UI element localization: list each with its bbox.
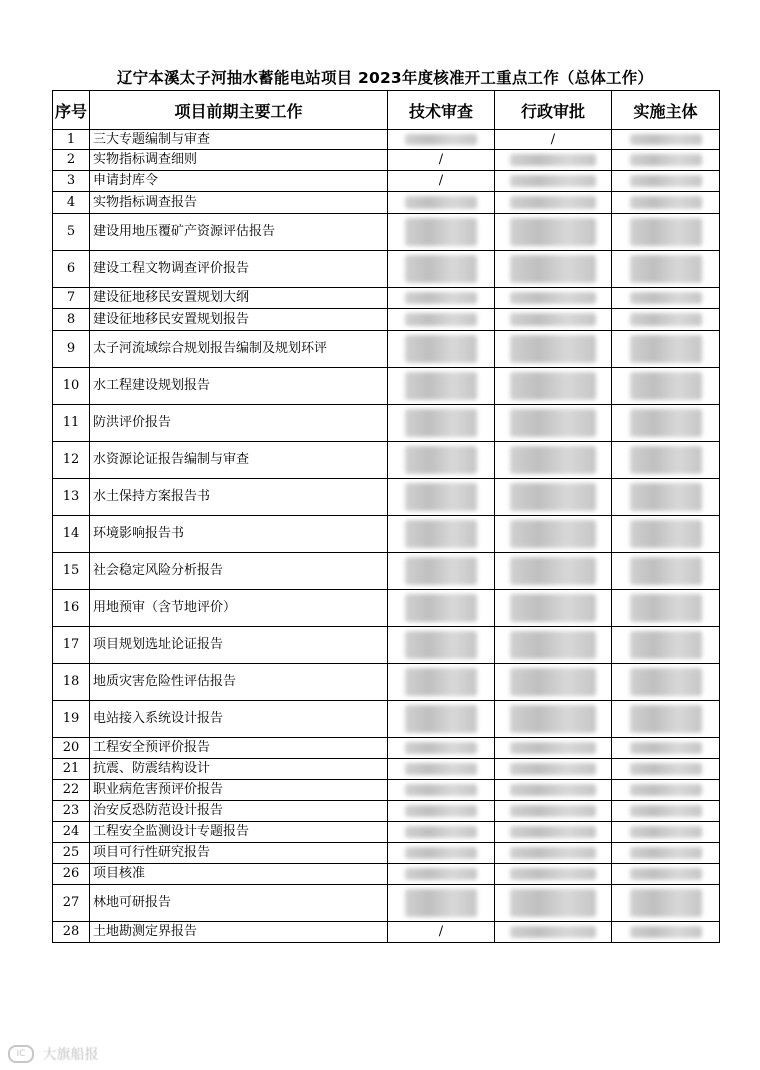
- row-number: 5: [53, 214, 90, 251]
- row-tech-review: [388, 864, 495, 885]
- row-tech-review: [388, 701, 495, 738]
- redacted-content: [405, 134, 477, 145]
- redacted-content: [630, 154, 702, 166]
- redacted-content: [510, 868, 596, 880]
- row-item: 防洪评价报告: [90, 405, 388, 442]
- redacted-content: [630, 292, 702, 304]
- row-tech-review: [388, 885, 495, 922]
- row-tech-review: [388, 843, 495, 864]
- row-implementer: [612, 801, 720, 822]
- row-implementer: [612, 516, 720, 553]
- row-admin-approval: [495, 150, 612, 171]
- row-admin-approval: [495, 553, 612, 590]
- redacted-content: [630, 889, 702, 917]
- row-admin-approval: [495, 309, 612, 331]
- redacted-content: [510, 742, 596, 754]
- row-number: 4: [53, 192, 90, 214]
- redacted-content: [510, 594, 596, 622]
- redacted-content: [630, 335, 702, 363]
- redacted-content: [630, 557, 702, 585]
- row-number: 11: [53, 405, 90, 442]
- row-tech-review: [388, 516, 495, 553]
- row-admin-approval: [495, 922, 612, 943]
- row-implementer: [612, 130, 720, 150]
- row-item: 建设工程文物调查评价报告: [90, 251, 388, 288]
- row-number: 27: [53, 885, 90, 922]
- row-number: 28: [53, 922, 90, 943]
- table-row: [53, 192, 720, 214]
- redacted-content: [405, 218, 477, 246]
- row-implementer: [612, 590, 720, 627]
- row-implementer: [612, 251, 720, 288]
- redacted-content: [510, 926, 596, 938]
- row-number: 2: [53, 150, 90, 171]
- row-item: 申请封库令: [90, 171, 388, 192]
- redacted-content: [405, 557, 477, 585]
- table-row: [53, 885, 720, 922]
- row-tech-review: [388, 590, 495, 627]
- row-tech-review: [388, 150, 495, 171]
- row-tech-review: [388, 664, 495, 701]
- table-row: [53, 759, 720, 780]
- row-implementer: [612, 664, 720, 701]
- redacted-content: [510, 705, 596, 733]
- redacted-content: [510, 154, 596, 166]
- row-item: 建设用地压覆矿产资源评估报告: [90, 214, 388, 251]
- redacted-content: [510, 805, 596, 817]
- redacted-content: [630, 763, 702, 775]
- redacted-content: [510, 313, 596, 326]
- row-admin-approval: [495, 192, 612, 214]
- redacted-content: [630, 847, 702, 859]
- watermark-logo-icon: IC: [8, 1045, 34, 1063]
- row-item: 电站接入系统设计报告: [90, 701, 388, 738]
- row-item: 水工程建设规划报告: [90, 368, 388, 405]
- table-row: [53, 442, 720, 479]
- table-row: [53, 590, 720, 627]
- redacted-content: [510, 292, 596, 304]
- row-tech-review: [388, 405, 495, 442]
- row-implementer: [612, 288, 720, 309]
- row-admin-approval: [495, 627, 612, 664]
- table-row: [53, 130, 720, 150]
- row-implementer: [612, 922, 720, 943]
- table-row: [53, 864, 720, 885]
- table-row: [53, 922, 720, 943]
- row-implementer: [612, 331, 720, 368]
- header-tech-review: 技术审查: [388, 91, 495, 130]
- redacted-content: [630, 134, 702, 145]
- row-item: 土地勘测定界报告: [90, 922, 388, 943]
- row-admin-approval: [495, 822, 612, 843]
- redacted-content: [510, 483, 596, 511]
- not-applicable-mark: /: [438, 924, 444, 939]
- row-admin-approval: [495, 759, 612, 780]
- redacted-content: [630, 631, 702, 659]
- redacted-content: [405, 763, 477, 775]
- row-admin-approval: [495, 885, 612, 922]
- redacted-content: [405, 705, 477, 733]
- row-number: 25: [53, 843, 90, 864]
- redacted-content: [405, 784, 477, 796]
- redacted-content: [630, 805, 702, 817]
- row-item: 抗震、防震结构设计: [90, 759, 388, 780]
- row-number: 16: [53, 590, 90, 627]
- table-row: [53, 479, 720, 516]
- redacted-content: [510, 218, 596, 246]
- row-tech-review: [388, 309, 495, 331]
- row-admin-approval: [495, 664, 612, 701]
- row-number: 13: [53, 479, 90, 516]
- row-admin-approval: [495, 405, 612, 442]
- row-item: 三大专题编制与审查: [90, 130, 388, 150]
- not-applicable-mark: /: [550, 131, 556, 147]
- redacted-content: [510, 255, 596, 283]
- redacted-content: [630, 520, 702, 548]
- row-tech-review: [388, 288, 495, 309]
- redacted-content: [405, 483, 477, 511]
- redacted-content: [510, 889, 596, 917]
- row-number: 12: [53, 442, 90, 479]
- row-number: 3: [53, 171, 90, 192]
- table-row: [53, 309, 720, 331]
- row-admin-approval: [495, 780, 612, 801]
- row-implementer: [612, 627, 720, 664]
- row-tech-review: [388, 627, 495, 664]
- table-row: [53, 405, 720, 442]
- redacted-content: [630, 668, 702, 696]
- row-tech-review: [388, 780, 495, 801]
- row-tech-review: [388, 822, 495, 843]
- redacted-content: [510, 446, 596, 474]
- redacted-content: [630, 926, 702, 938]
- row-tech-review: [388, 442, 495, 479]
- row-item: 项目核准: [90, 864, 388, 885]
- redacted-content: [630, 826, 702, 838]
- redacted-content: [630, 483, 702, 511]
- redacted-content: [630, 313, 702, 326]
- row-item: 实物指标调查细则: [90, 150, 388, 171]
- row-tech-review: [388, 922, 495, 943]
- row-admin-approval: [495, 214, 612, 251]
- work-table: [52, 90, 720, 943]
- row-implementer: [612, 150, 720, 171]
- row-number: 14: [53, 516, 90, 553]
- row-item: 工程安全监测设计专题报告: [90, 822, 388, 843]
- redacted-content: [405, 292, 477, 304]
- redacted-content: [405, 889, 477, 917]
- row-item: 环境影响报告书: [90, 516, 388, 553]
- row-admin-approval: [495, 738, 612, 759]
- redacted-content: [510, 520, 596, 548]
- row-item: 工程安全预评价报告: [90, 738, 388, 759]
- row-number: 8: [53, 309, 90, 331]
- table-row: [53, 843, 720, 864]
- redacted-content: [405, 520, 477, 548]
- redacted-content: [405, 446, 477, 474]
- row-item: 太子河流域综合规划报告编制及规划环评: [90, 331, 388, 368]
- watermark-text: 大旗船报: [42, 1047, 99, 1063]
- table-row: [53, 627, 720, 664]
- redacted-content: [405, 196, 477, 209]
- row-number: 1: [53, 130, 90, 150]
- row-number: 9: [53, 331, 90, 368]
- row-admin-approval: [495, 590, 612, 627]
- header-admin-approval: 行政审批: [495, 91, 612, 130]
- redacted-content: [510, 372, 596, 400]
- redacted-content: [405, 409, 477, 437]
- row-admin-approval: [495, 516, 612, 553]
- redacted-content: [630, 409, 702, 437]
- not-applicable-mark: /: [438, 173, 444, 188]
- row-item: 职业病危害预评价报告: [90, 780, 388, 801]
- redacted-content: [405, 255, 477, 283]
- redacted-content: [405, 668, 477, 696]
- redacted-content: [405, 313, 477, 326]
- row-implementer: [612, 843, 720, 864]
- row-item: 林地可研报告: [90, 885, 388, 922]
- row-item: 建设征地移民安置规划报告: [90, 309, 388, 331]
- redacted-content: [405, 847, 477, 859]
- row-item: 水资源论证报告编制与审查: [90, 442, 388, 479]
- row-implementer: [612, 553, 720, 590]
- row-admin-approval: [495, 251, 612, 288]
- table-row: [53, 801, 720, 822]
- redacted-content: [630, 868, 702, 880]
- row-implementer: [612, 885, 720, 922]
- row-item: 用地预审（含节地评价）: [90, 590, 388, 627]
- redacted-content: [630, 784, 702, 796]
- row-item: 社会稳定风险分析报告: [90, 553, 388, 590]
- watermark: [8, 1044, 98, 1064]
- row-tech-review: [388, 331, 495, 368]
- redacted-content: [630, 446, 702, 474]
- redacted-content: [405, 805, 477, 817]
- row-implementer: [612, 442, 720, 479]
- redacted-content: [510, 631, 596, 659]
- table-row: [53, 701, 720, 738]
- row-number: 21: [53, 759, 90, 780]
- table-row: [53, 780, 720, 801]
- row-implementer: [612, 368, 720, 405]
- table-row: [53, 331, 720, 368]
- redacted-content: [405, 594, 477, 622]
- row-number: 20: [53, 738, 90, 759]
- redacted-content: [510, 409, 596, 437]
- redacted-content: [630, 255, 702, 283]
- row-admin-approval: [495, 843, 612, 864]
- row-tech-review: [388, 214, 495, 251]
- row-number: 17: [53, 627, 90, 664]
- redacted-content: [510, 763, 596, 775]
- row-number: 7: [53, 288, 90, 309]
- row-number: 15: [53, 553, 90, 590]
- row-implementer: [612, 214, 720, 251]
- row-tech-review: [388, 479, 495, 516]
- row-item: 治安反恐防范设计报告: [90, 801, 388, 822]
- row-item: 实物指标调查报告: [90, 192, 388, 214]
- row-admin-approval: [495, 331, 612, 368]
- table-row: [53, 288, 720, 309]
- table-row: [53, 171, 720, 192]
- page-title: 辽宁本溪太子河抽水蓄能电站项目 2023年度核准开工重点工作（总体工作）: [116, 69, 654, 87]
- row-implementer: [612, 759, 720, 780]
- row-number: 22: [53, 780, 90, 801]
- table-row: [53, 664, 720, 701]
- table-row: [53, 738, 720, 759]
- row-admin-approval: [495, 368, 612, 405]
- row-implementer: [612, 192, 720, 214]
- row-tech-review: [388, 553, 495, 590]
- row-admin-approval: [495, 130, 612, 150]
- row-admin-approval: [495, 288, 612, 309]
- row-tech-review: [388, 192, 495, 214]
- row-tech-review: [388, 251, 495, 288]
- row-admin-approval: [495, 864, 612, 885]
- row-implementer: [612, 864, 720, 885]
- header-item: 项目前期主要工作: [90, 91, 388, 130]
- row-implementer: [612, 171, 720, 192]
- row-implementer: [612, 738, 720, 759]
- row-admin-approval: [495, 442, 612, 479]
- not-applicable-mark: /: [438, 152, 444, 167]
- redacted-content: [510, 784, 596, 796]
- row-number: 10: [53, 368, 90, 405]
- table-row: [53, 251, 720, 288]
- redacted-content: [630, 372, 702, 400]
- redacted-content: [405, 742, 477, 754]
- redacted-content: [510, 557, 596, 585]
- row-tech-review: [388, 130, 495, 150]
- row-item: 项目规划选址论证报告: [90, 627, 388, 664]
- row-number: 6: [53, 251, 90, 288]
- redacted-content: [630, 196, 702, 209]
- row-admin-approval: [495, 701, 612, 738]
- header-row: [53, 91, 720, 130]
- row-number: 23: [53, 801, 90, 822]
- redacted-content: [510, 668, 596, 696]
- row-implementer: [612, 822, 720, 843]
- redacted-content: [405, 826, 477, 838]
- table-row: [53, 150, 720, 171]
- row-number: 18: [53, 664, 90, 701]
- redacted-content: [630, 175, 702, 187]
- table-row: [53, 553, 720, 590]
- table-row: [53, 516, 720, 553]
- row-item: 水土保持方案报告书: [90, 479, 388, 516]
- header-implementer: 实施主体: [612, 91, 720, 130]
- table-row: [53, 368, 720, 405]
- row-tech-review: [388, 759, 495, 780]
- row-tech-review: [388, 738, 495, 759]
- table-row: [53, 822, 720, 843]
- row-number: 26: [53, 864, 90, 885]
- redacted-content: [510, 826, 596, 838]
- redacted-content: [630, 218, 702, 246]
- row-item: 地质灾害危险性评估报告: [90, 664, 388, 701]
- row-implementer: [612, 309, 720, 331]
- row-item: 建设征地移民安置规划大纲: [90, 288, 388, 309]
- row-admin-approval: [495, 171, 612, 192]
- row-implementer: [612, 479, 720, 516]
- redacted-content: [405, 868, 477, 880]
- redacted-content: [630, 594, 702, 622]
- row-implementer: [612, 780, 720, 801]
- row-tech-review: [388, 171, 495, 192]
- redacted-content: [510, 175, 596, 187]
- row-number: 24: [53, 822, 90, 843]
- row-tech-review: [388, 368, 495, 405]
- row-item: 项目可行性研究报告: [90, 843, 388, 864]
- redacted-content: [510, 335, 596, 363]
- redacted-content: [405, 335, 477, 363]
- row-tech-review: [388, 801, 495, 822]
- row-implementer: [612, 701, 720, 738]
- row-admin-approval: [495, 801, 612, 822]
- row-implementer: [612, 405, 720, 442]
- redacted-content: [510, 196, 596, 209]
- header-no: 序号: [53, 91, 90, 130]
- redacted-content: [510, 847, 596, 859]
- row-admin-approval: [495, 479, 612, 516]
- row-number: 19: [53, 701, 90, 738]
- table-row: [53, 214, 720, 251]
- redacted-content: [630, 705, 702, 733]
- redacted-content: [630, 742, 702, 754]
- redacted-content: [405, 372, 477, 400]
- redacted-content: [405, 631, 477, 659]
